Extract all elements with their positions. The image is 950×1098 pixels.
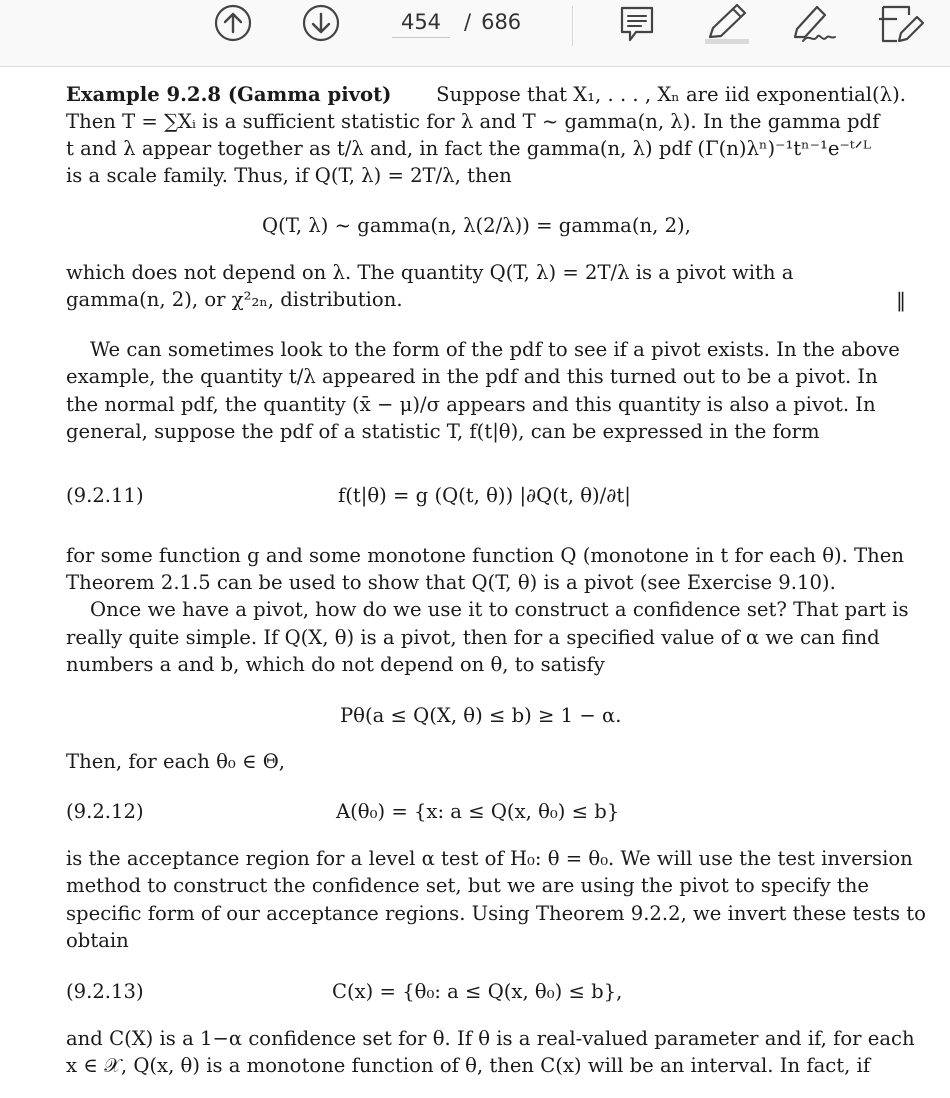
paragraph-line [66, 395, 906, 415]
edit-button[interactable] [874, 0, 926, 46]
example-line-1 [66, 85, 906, 105]
text-span: Once we have a pivot, how do we use it to construct a confidence set? That part is [90, 598, 909, 621]
equation-9-2-12: A(θ₀) = {x: a ≤ Q(x, θ₀) ≤ b} [336, 800, 620, 823]
text-span: which does not depend on λ. The quantity Q(T, λ) = 2T/λ is a pivot with a [66, 261, 794, 284]
paragraph-line [66, 876, 906, 896]
paragraph-line: numbers a and b, which do not depend on θ, to satisfy [66, 653, 605, 676]
end-of-example-mark: ‖ [896, 288, 906, 312]
paragraph-line [66, 546, 906, 566]
example-line-2 [66, 112, 906, 132]
text-span: example, the quantity t/λ appeared in the pdf and this turned out to be a pivot. In [66, 365, 878, 388]
paragraph-line [90, 598, 909, 621]
pdf-toolbar [0, 0, 950, 67]
text-span: and C(X) is a 1−α confidence set for θ. If θ is a real-valued parameter and if, for each [66, 1027, 915, 1050]
text-span: method to construct the confidence set, but we are using the pivot to specify the [66, 874, 869, 897]
example-line-6: gamma(n, 2), or χ²₂ₙ, distribution. [66, 288, 403, 311]
toolbar-divider [572, 6, 573, 46]
draw-button[interactable] [788, 0, 838, 46]
paragraph-line: obtain [66, 929, 129, 952]
paragraph-line [66, 1056, 906, 1076]
text-span: for some function g and some monotone function Q (monotone in t for each θ). Then [66, 544, 904, 567]
equation-number: (9.2.11) [66, 484, 144, 507]
equation-probability: Pθ(a ≤ Q(X, θ) ≤ b) ≥ 1 − α. [340, 704, 622, 727]
page-navigator [392, 6, 521, 38]
equation-9-2-13: C(x) = {θ₀: a ≤ Q(x, θ₀) ≤ b}, [332, 980, 623, 1003]
comment-icon [616, 3, 658, 45]
text-span: x ∈ 𝒳, Q(x, θ) is a monotone function of θ, then C(x) will be an interval. In fact, if [66, 1054, 871, 1077]
paragraph-line: Then, for each θ₀ ∈ Θ, [66, 750, 286, 773]
text-span: specific form of our acceptance regions. Using Theorem 9.2.2, we invert these tests to [66, 902, 926, 925]
highlight-button[interactable] [700, 0, 754, 46]
text-span: is the acceptance region for a level α test of H₀: θ = θ₀. We will use the test inversion [66, 847, 913, 870]
example-line-3 [66, 139, 906, 159]
text-span: t and λ appear together as t/λ and, in fact the gamma(n, λ) pdf (Γ(n)λⁿ)⁻¹tⁿ⁻¹e⁻ᵗᐟᴸ [66, 137, 872, 160]
paragraph-line [66, 902, 926, 925]
equation-number: (9.2.12) [66, 800, 144, 823]
paragraph-line: Theorem 2.1.5 can be used to show that Q(T, θ) is a pivot (see Exercise 9.10). [66, 571, 836, 594]
previous-page-button[interactable] [212, 2, 254, 44]
signature-pen-icon [789, 1, 837, 45]
example-heading: Example 9.2.8 (Gamma pivot) [66, 83, 392, 106]
arrow-up-circle-icon [213, 3, 253, 43]
paragraph-line [66, 628, 906, 648]
text-span: Then T = ∑Xᵢ is a sufficient statistic for λ and T ~ gamma(n, λ). In the gamma pdf [66, 110, 880, 133]
paragraph-line [66, 847, 913, 870]
paragraph-line: general, suppose the pdf of a statistic T, f(t|θ), can be expressed in the form [66, 420, 820, 443]
text-span: the normal pdf, the quantity (x̄ − μ)/σ appears and this quantity is also a pivot. In [66, 393, 876, 416]
example-text: Suppose that X₁, . . . , Xₙ are iid exponential(λ). [436, 83, 906, 106]
pen-icon [701, 1, 753, 45]
equation-gamma: Q(T, λ) ~ gamma(n, λ(2/λ)) = gamma(n, 2), [262, 214, 691, 237]
edit-note-icon [875, 1, 925, 45]
total-pages: 686 [481, 10, 522, 34]
text-span: We can sometimes look to the form of the pdf to see if a pivot exists. In the above [90, 338, 900, 361]
paragraph-line [90, 340, 906, 360]
paragraph-line [66, 367, 906, 387]
arrow-down-circle-icon [301, 3, 341, 43]
page-separator: / [464, 10, 472, 34]
equation-number: (9.2.13) [66, 980, 144, 1003]
example-line-4: is a scale family. Thus, if Q(T, λ) = 2T/λ, then [66, 164, 512, 187]
pdf-page [0, 66, 950, 1098]
equation-9-2-11: f(t|θ) = g (Q(t, θ)) |∂Q(t, θ)/∂t| [338, 484, 631, 507]
text-span: really quite simple. If Q(X, θ) is a pivot, then for a specified value of α we can find [66, 626, 880, 649]
next-page-button[interactable] [300, 2, 342, 44]
current-page-input[interactable] [392, 7, 450, 38]
add-comment-button[interactable] [614, 2, 660, 46]
paragraph-line [66, 1027, 915, 1050]
example-line-5 [66, 263, 906, 283]
